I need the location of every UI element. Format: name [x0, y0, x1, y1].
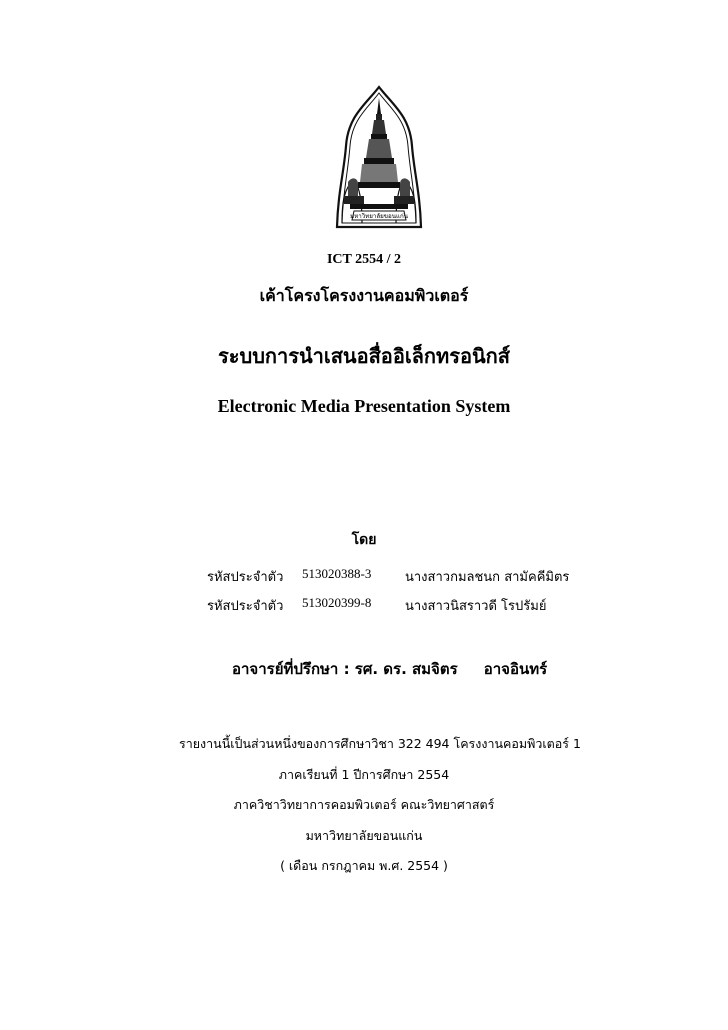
footer-line-5: ( เดือน กรกฎาคม พ.ศ. 2554 ): [280, 858, 448, 873]
report-type: เค้าโครงโครงงานคอมพิวเตอร์: [259, 286, 469, 305]
author-2-id-label: รหัสประจำตัว: [207, 599, 284, 614]
by-label: โดย: [351, 532, 377, 548]
title-english: Electronic Media Presentation System: [217, 396, 511, 416]
footer-line-1: รายงานนี้เป็นส่วนหนึ่งของการศึกษาวิชา 322 494 โครงงานคอมพิวเตอร์ 1: [179, 736, 581, 751]
author-1-id-label: รหัสประจำตัว: [207, 570, 284, 585]
logo-caption: มหาวิทยาลัยขอนแก่น: [350, 213, 408, 220]
university-seal-icon: [334, 84, 424, 230]
footer-line-2: ภาคเรียนที่ 1 ปีการศึกษา 2554: [278, 767, 450, 782]
advisor-line: อาจารย์ที่ปรึกษา : รศ. ดร. สมจิตร อาจอินทร์: [232, 660, 548, 678]
author-2-name: นางสาวนิสราวดี โรปรัมย์: [405, 599, 547, 614]
author-1-id: 513020388-3: [302, 566, 372, 581]
footer-line-3: ภาควิชาวิทยาการคอมพิวเตอร์ คณะวิทยาศาสตร์: [233, 797, 495, 812]
title-thai: ระบบการนำเสนอสื่ออิเล็กทรอนิกส์: [218, 344, 510, 368]
course-code: ICT 2554 / 2: [326, 252, 402, 267]
footer-line-4: มหาวิทยาลัยขอนแก่น: [305, 828, 423, 843]
author-2-id: 513020399-8: [302, 595, 372, 610]
author-1-name: นางสาวกมลชนก สามัคคีมิตร: [405, 570, 570, 585]
